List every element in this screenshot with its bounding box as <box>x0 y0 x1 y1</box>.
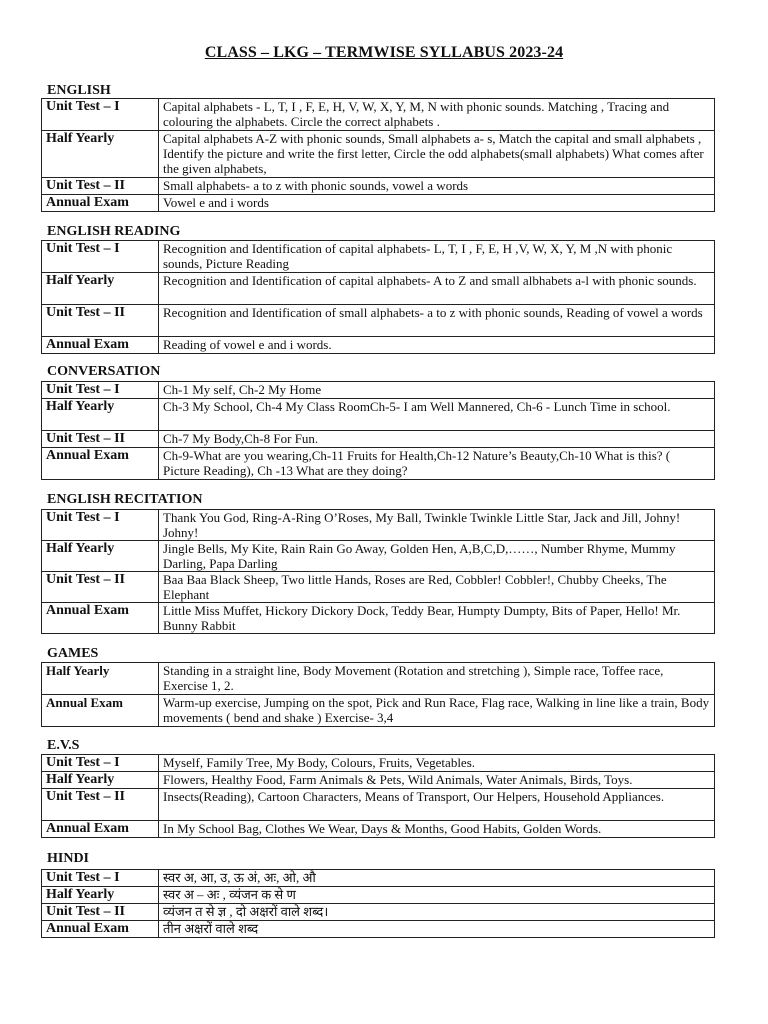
term-label: Half Yearly <box>42 772 159 789</box>
term-content: Insects(Reading), Cartoon Characters, Means of Transport, Our Helpers, Household Appliances. <box>159 789 715 821</box>
term-label: Annual Exam <box>42 448 159 480</box>
term-content: Ch-1 My self, Ch-2 My Home <box>159 382 715 399</box>
term-label: Unit Test – I <box>42 510 159 541</box>
table-row <box>42 337 715 354</box>
section-heading-english-reading: ENGLISH READING <box>47 224 181 239</box>
term-label: Annual Exam <box>42 337 159 354</box>
term-label: Half Yearly <box>42 273 159 305</box>
term-label: Half Yearly <box>42 131 159 178</box>
table-row <box>42 572 715 603</box>
term-content: Flowers, Healthy Food, Farm Animals & Pets, Wild Animals, Water Animals, Birds, Toys. <box>159 772 715 789</box>
table-row <box>42 887 715 904</box>
term-content: Capital alphabets - L, T, I , F, E, H, V, W, X, Y, M, N with phonic sounds. Matching , Tracing and colouring the alphabets. Circle the correct alphabets . <box>159 99 715 131</box>
term-label: Annual Exam <box>42 821 159 838</box>
syllabus-table-conversation <box>41 381 715 480</box>
term-content: Ch-9-What are you wearing,Ch-11 Fruits for Health,Ch-12 Nature’s Beauty,Ch-10 What is this? ( Picture Reading), Ch -13 What are they doing? <box>159 448 715 480</box>
term-content: Ch-7 My Body,Ch-8 For Fun. <box>159 431 715 448</box>
term-label: Unit Test – II <box>42 904 159 921</box>
term-content: तीन अक्षरों वाले शब्द <box>159 921 715 938</box>
term-content: Jingle Bells, My Kite, Rain Rain Go Away, Golden Hen, A,B,C,D,……, Number Rhyme, Mummy Darling, Papa Darling <box>159 541 715 572</box>
term-content: Little Miss Muffet, Hickory Dickory Dock, Teddy Bear, Humpty Dumpty, Bits of Paper, Hello! Mr. Bunny Rabbit <box>159 603 715 634</box>
table-row <box>42 663 715 695</box>
term-label: Half Yearly <box>42 663 159 695</box>
table-row <box>42 131 715 178</box>
table-row <box>42 273 715 305</box>
term-content: Myself, Family Tree, My Body, Colours, Fruits, Vegetables. <box>159 755 715 772</box>
term-label: Unit Test – II <box>42 789 159 821</box>
term-content: स्वर अ – अः , व्यंजन क से ण <box>159 887 715 904</box>
term-content: Reading of vowel e and i words. <box>159 337 715 354</box>
table-row <box>42 195 715 212</box>
term-label: Unit Test – II <box>42 305 159 337</box>
term-label: Unit Test – I <box>42 382 159 399</box>
term-content: Small alphabets- a to z with phonic sounds, vowel a words <box>159 178 715 195</box>
term-content: Baa Baa Black Sheep, Two little Hands, Roses are Red, Cobbler! Cobbler!, Chubby Cheeks, The Elephant <box>159 572 715 603</box>
term-content: Capital alphabets A-Z with phonic sounds, Small alphabets a- s, Match the capital and small alphabets , Identify the picture and write the first letter, Circle the odd alphabets(small alphabets) What comes after the given alphabets, <box>159 131 715 178</box>
table-row <box>42 541 715 572</box>
term-label: Half Yearly <box>42 399 159 431</box>
table-row <box>42 510 715 541</box>
term-content: व्यंजन त से ज्ञ , दो अक्षरों वाले शब्द। <box>159 904 715 921</box>
table-row <box>42 241 715 273</box>
term-content: Vowel e and i words <box>159 195 715 212</box>
syllabus-table-english-recitation <box>41 509 715 634</box>
section-heading-conversation: CONVERSATION <box>47 364 161 379</box>
term-content: Thank You God, Ring-A-Ring O’Roses, My Ball, Twinkle Twinkle Little Star, Jack and Jill, Johny! Johny! <box>159 510 715 541</box>
term-label: Annual Exam <box>42 195 159 212</box>
term-label: Unit Test – II <box>42 431 159 448</box>
table-row <box>42 904 715 921</box>
table-row <box>42 921 715 938</box>
term-label: Unit Test – I <box>42 241 159 273</box>
term-label: Annual Exam <box>42 603 159 634</box>
term-label: Annual Exam <box>42 921 159 938</box>
table-row <box>42 755 715 772</box>
term-label: Unit Test – I <box>42 755 159 772</box>
table-row <box>42 695 715 727</box>
term-content: स्वर अ, आ, उ, ऊ अं, अः, ओ, औ <box>159 870 715 887</box>
term-label: Unit Test – I <box>42 870 159 887</box>
syllabus-table-evs <box>41 754 715 838</box>
term-content: Recognition and Identification of small alphabets- a to z with phonic sounds, Reading of vowel a words <box>159 305 715 337</box>
term-content: Recognition and Identification of capital alphabets- L, T, I , F, E, H ,V, W, X, Y, M ,N with phonic sounds, Picture Reading <box>159 241 715 273</box>
table-row <box>42 789 715 821</box>
syllabus-table-english <box>41 98 715 212</box>
table-row <box>42 305 715 337</box>
section-heading-games: GAMES <box>47 646 99 661</box>
table-row <box>42 382 715 399</box>
section-heading-english: ENGLISH <box>47 83 111 98</box>
section-heading-hindi: HINDI <box>47 851 90 866</box>
table-row <box>42 431 715 448</box>
syllabus-table-games <box>41 662 715 727</box>
term-label: Unit Test – I <box>42 99 159 131</box>
term-label: Half Yearly <box>42 887 159 904</box>
term-label: Annual Exam <box>42 695 159 727</box>
table-row <box>42 178 715 195</box>
term-content: Ch-3 My School, Ch-4 My Class RoomCh-5- I am Well Mannered, Ch-6 - Lunch Time in school. <box>159 399 715 431</box>
section-heading-english-recitation: ENGLISH RECITATION <box>47 492 203 507</box>
term-label: Half Yearly <box>42 541 159 572</box>
term-label: Unit Test – II <box>42 178 159 195</box>
table-row <box>42 99 715 131</box>
page-title: CLASS – LKG – TERMWISE SYLLABUS 2023-24 <box>204 44 564 61</box>
table-row <box>42 870 715 887</box>
term-content: Warm-up exercise, Jumping on the spot, Pick and Run Race, Flag race, Walking in line like a train, Body movements ( bend and shake ) Exercise- 3,4 <box>159 695 715 727</box>
table-row <box>42 603 715 634</box>
term-content: In My School Bag, Clothes We Wear, Days & Months, Good Habits, Golden Words. <box>159 821 715 838</box>
term-label: Unit Test – II <box>42 572 159 603</box>
table-row <box>42 821 715 838</box>
section-heading-evs: E.V.S <box>47 738 80 753</box>
term-content: Standing in a straight line, Body Movement (Rotation and stretching ), Simple race, Toffee race, Exercise 1, 2. <box>159 663 715 695</box>
table-row <box>42 399 715 431</box>
term-content: Recognition and Identification of capital alphabets- A to Z and small albhabets a-l with phonic sounds. <box>159 273 715 305</box>
syllabus-table-english-reading <box>41 240 715 354</box>
table-row <box>42 448 715 480</box>
table-row <box>42 772 715 789</box>
syllabus-table-hindi <box>41 869 715 938</box>
